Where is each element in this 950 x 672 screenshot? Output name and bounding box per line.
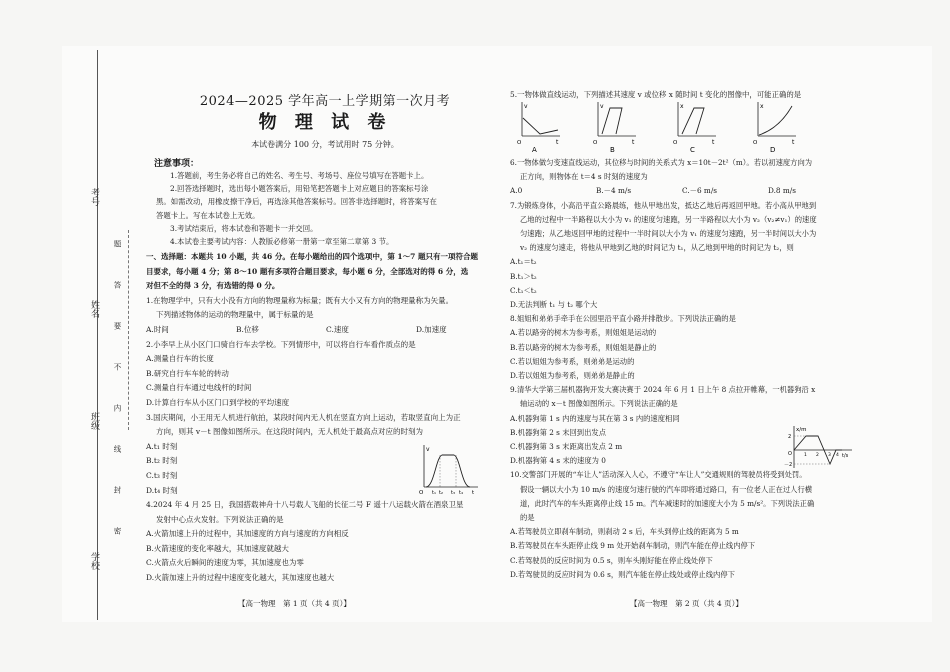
q4-option-a: A.火箭加速上升的过程中，其加速度的方向与速度的方向相反: [146, 529, 349, 539]
q1-option-b: B.位移: [236, 324, 259, 334]
right-column-body: [510, 156, 854, 582]
q9-t4: 4: [836, 453, 839, 458]
exam-meta: 本试卷满分 100 分，考试用时 75 分钟。: [251, 140, 399, 149]
q5-b-t: t: [632, 139, 635, 146]
q6-option-d: D.8 m/s: [768, 186, 796, 196]
q9-tick-2: 2: [788, 434, 792, 440]
q4-stem: 发射中心点火发射。下列说法正确的是: [156, 514, 284, 524]
notice-line: 3.考试结束后，将本试卷和答题卡一并交回。: [170, 223, 318, 233]
q6-options: [510, 184, 854, 198]
q1-options: [146, 323, 506, 338]
q1-stem: 1.在物理学中，只有大小没有方向的物理量称为标量；既有大小又有方向的物理量称为矢量。: [146, 295, 454, 305]
q9-t3: 3: [828, 453, 831, 458]
section-heading: 目要求，每小题 4 分；第 8～10 题有多项符合题目要求，每小题 6 分，全部选对的得 6 分，选: [146, 266, 469, 276]
notice-line: 4.本试卷主要考试内容：人教版必修第一册第一章至第二章第 3 节。: [170, 237, 394, 247]
q7-option-b: B.t₁＞t₂: [510, 271, 537, 281]
q5-d-x: x: [760, 103, 764, 110]
q6-option-c: C.－6 m/s: [682, 186, 718, 196]
q3-t-label: t: [472, 490, 475, 495]
q10-option-b: B.若驾驶员在车头距停止线 9 m 处开始刹车制动，则汽车能在停止线内停下: [510, 541, 756, 551]
q3-option-c: C.t₃ 时刻: [146, 470, 178, 480]
q6-stem: 正方向，则物体在 t＝4 s 时刻的速度为: [520, 172, 648, 182]
q4-stem: 4.2024 年 4 月 25 日，我国搭载神舟十八号载人飞船的长征二号 F 遥十八运载火箭在酒泉卫星: [146, 500, 464, 510]
q5-graph-a: [517, 102, 560, 154]
q3-stem: 方向，则其 v－t 图像如图所示。在这段时间内，无人机处于最高点对应的时刻为: [156, 427, 424, 437]
exam-title: 2024—2025 学年高一上学期第一次月考: [199, 94, 451, 109]
q5-graphs: [510, 100, 830, 154]
q5-d-o: O: [753, 140, 758, 146]
q10-stem: 道，此时汽车的车头距离停止线 15 m。汽车减速时的加速度大小为 5 m/s²。下列说法正确: [520, 498, 815, 508]
seal-line-text: 题 答 要 不 内 线 封 密: [113, 240, 122, 548]
q3-vt-curve: [426, 455, 470, 487]
q5-graph-c: [673, 102, 716, 154]
q8-stem: 8.姐姐和弟弟手牵手在公园里沿平直小路并排散步。下列说法正确的是: [510, 314, 736, 324]
q9-option-c: C.机器狗第 3 s 末距离出发点 2 m: [510, 442, 623, 452]
q3-option-d: D.t₄ 时刻: [146, 485, 178, 495]
q5-d-t: t: [792, 139, 795, 146]
q1-option-c: C.速度: [326, 324, 349, 334]
q5-a-o: O: [517, 140, 522, 146]
q3-t4: t₄: [459, 490, 463, 495]
q9-option-b: B.机器狗第 2 s 末回到出发点: [510, 427, 606, 437]
q5-letter-c: C: [690, 146, 695, 154]
q8-option-c: C.若以姐姐为参考系，则弟弟是运动的: [510, 356, 635, 366]
q5-graph-d: [753, 102, 796, 154]
q3-t3: t₃: [451, 490, 455, 495]
q6-stem: 6.一物体做匀变速直线运动，其位移与时间的关系式为 x＝10t－2t²（m）。若以初速度方向为: [510, 158, 813, 167]
q5-c-x: x: [680, 103, 684, 110]
q5-stem: 5.一物体做直线运动，下列描述其速度 v 或位移 x 随时间 t 变化的图像中，可能正确的是: [510, 90, 802, 99]
q2-option-a: A.测量自行车的长度: [146, 354, 214, 364]
notice-line: 1.答题前，考生务必将自己的姓名、考生号、考场号、座位号填写在答题卡上。: [170, 171, 429, 180]
section-heading: 对但不全的得 3 分，有选错的得 0 分。: [146, 281, 280, 291]
q5-letter-a: A: [532, 146, 537, 154]
q1-stem: 下列描述物体的运动的物理量中，属于标量的是: [156, 310, 314, 320]
q10-stem: 的是: [520, 513, 535, 523]
class-label: 班级: [89, 412, 99, 430]
q7-stem: 匀速跑；从乙地返回甲地的过程中一半时间以大小为 v₁ 的速度匀速跑，另一半时间以大小为: [520, 229, 817, 239]
q6-option-b: B.－4 m/s: [596, 186, 632, 196]
q3-option-a: A.t₁ 时刻: [146, 441, 178, 451]
q3-origin: O: [419, 490, 424, 495]
q4-option-b: B.火箭速度的变化率越大，其加速度就越大: [146, 543, 289, 553]
section-heading: 一、选择题：本题共 10 小题，共 46 分。在每小题给出的四个选项中，第 1～7 题只有一项符合题: [146, 252, 478, 261]
q7-option-d: D.无法判断 t₁ 与 t₂ 哪个大: [510, 300, 598, 310]
q10-stem: 假设一辆以大小为 10 m/s 的速度匀速行驶的汽车即将通过路口，有一位老人正在过人行横: [520, 484, 813, 494]
q9-t2: 2: [816, 453, 819, 458]
q7-stem: 7.为锻炼身体，小高沿平直公路晨练，他从甲地出发，抵达乙地后再返回甲地。若小高从甲地到: [510, 200, 817, 210]
q8-option-a: A.若以路旁的树木为参考系，则姐姐是运动的: [510, 328, 657, 338]
q4-option-d: D.火箭加速上升的过程中速度变化越大，其加速度也越大: [146, 573, 335, 583]
binding-line-outer: [97, 50, 98, 620]
q3-stem: 3.国庆期间，小王用无人机进行航拍，某段时间内无人机在竖直方向上运动，若取竖直向上为正: [146, 412, 461, 422]
footer-left: 【高一物理 第 1 页（共 4 页）】: [238, 599, 351, 608]
q10-option-d: D.若驾驶员的反应时间为 0.6 s，则汽车能在停止线处或停止线内停下: [510, 569, 735, 579]
q4-option-c: C.火箭点火后瞬间的速度为零，其加速度也为零: [146, 558, 304, 568]
q3-t1: t₁: [432, 490, 436, 495]
name-label: 姓名: [89, 300, 99, 318]
q10-option-a: A.若驾驶员立即刹车制动，则刹动 2 s 后，车头到停止线的距离为 5 m: [510, 527, 739, 537]
q3-vt-graph: [418, 443, 480, 495]
notice-line: 答题卡上。写在本试卷上无效。: [156, 210, 260, 220]
q6-option-a: A.0: [510, 186, 523, 196]
q5-c-o: O: [673, 140, 678, 146]
q9-stem: 轴运动的 x－t 图像如图所示。下列说法正确的是: [520, 399, 678, 409]
q8-option-d: D.若以姐姐为参考系，则弟弟是静止的: [510, 371, 635, 381]
q2-option-c: C.测量自行车通过电线杆的时间: [146, 383, 252, 393]
q8-option-b: B.若以路旁的树木为参考系，则姐姐是静止的: [510, 342, 657, 352]
q9-xt-graph: [784, 424, 856, 474]
q9-x-label: x/m: [796, 427, 807, 433]
q9-option-d: D.机器狗第 4 s 末的速度为 0: [510, 456, 606, 466]
notice-list: [156, 169, 437, 248]
q10-stem: 10.交警部门开展的“车让人”活动深入人心，不遵守“车让人”交通规则的驾驶员将受到处罚。: [510, 470, 807, 480]
q5-a-v: v: [524, 103, 528, 110]
q7-stem: v₂ 的速度匀速走，将他从甲地到乙地的时间记为 t₁，从乙地到甲地的时间记为 t₂，则: [520, 243, 794, 253]
q9-t1: 1: [804, 453, 807, 458]
q2-option-d: D.计算自行车从小区门口到学校的平均速度: [146, 397, 290, 407]
notice-title: 注意事项：: [154, 159, 200, 169]
q7-option-a: A.t₁＝t₂: [510, 257, 537, 267]
q5-graph-b: [593, 102, 636, 154]
q5-b-v: v: [600, 103, 604, 110]
school-label: 学校: [89, 552, 99, 570]
q3-t2: t₂: [439, 490, 443, 495]
q5-b-o: O: [593, 140, 598, 146]
q2-stem: 2.小李早上从小区门口骑自行车去学校。下列情形中，可以将自行车看作质点的是: [146, 339, 416, 349]
q9-stem: 9.清华大学第三届机器狗开发大赛决赛于 2024 年 6 月 1 日上午 8 点拉开帷幕，一机器狗沿 x: [510, 385, 816, 395]
q1-option-a: A.时间: [146, 324, 169, 334]
q5-c-t: t: [712, 139, 715, 146]
q9-t-label: t/s: [842, 453, 849, 459]
q7-stem: 乙地的过程中一半路程以大小为 v₁ 的速度匀速跑，另一半路程以大小为 v₂（v₂≠v₁）的速度: [520, 214, 817, 224]
q7-option-c: C.t₁＜t₂: [510, 285, 537, 295]
q1-option-d: D.加速度: [416, 324, 447, 334]
notice-line: 黑。如需改动，用橡皮擦干净后，再选涂其他答案标号。回答非选择题时，将答案写在: [156, 197, 437, 207]
left-column: [146, 250, 506, 586]
q9-origin: O: [788, 451, 792, 457]
q3-v-label: v: [426, 446, 430, 453]
q5-a-t: t: [556, 139, 559, 146]
exam-no-label: 考号: [89, 188, 99, 206]
q5-letter-d: D: [770, 146, 776, 154]
q9-option-a: A.机器狗第 1 s 内的速度与其在第 3 s 内的速度相同: [510, 413, 680, 423]
q9-tick-neg2: －2: [784, 462, 793, 468]
binding-line-dashed: [128, 230, 129, 430]
q10-option-c: C.若驾驶员的反应时间为 0.5 s，则车头刚好能在停止线处停下: [510, 555, 713, 565]
q5-letter-b: B: [610, 146, 615, 154]
q3-option-b: B.t₂ 时刻: [146, 456, 178, 466]
notice-line: 2.回答选择题时，选出每小题答案后，用铅笔把答题卡上对应题目的答案标号涂: [170, 184, 429, 194]
exam-subtitle: 物 理 试 卷: [258, 112, 392, 133]
footer-right: 【高一物理 第 2 页（共 4 页）】: [630, 599, 743, 608]
q2-option-b: B.研究自行车车轮的转动: [146, 368, 229, 378]
